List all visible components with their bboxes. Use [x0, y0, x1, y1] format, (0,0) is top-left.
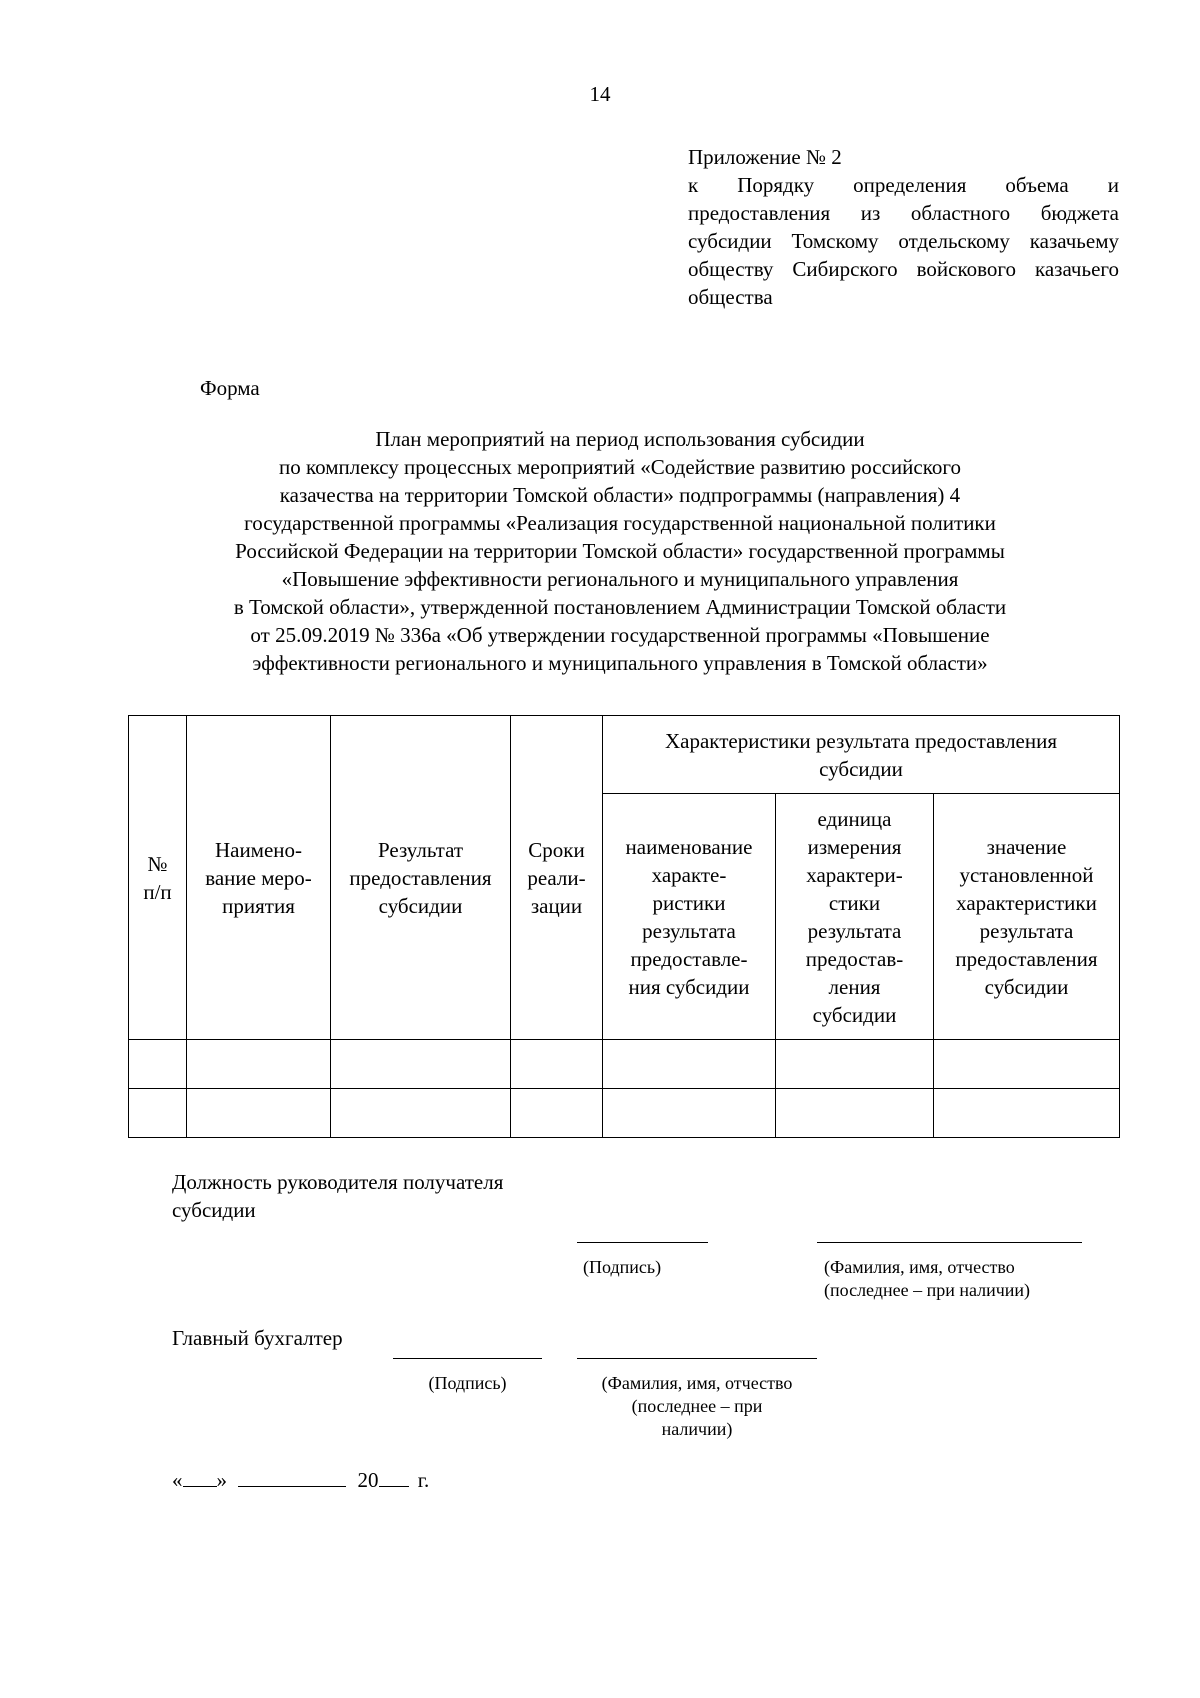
- header-no: № п/п: [129, 716, 187, 1040]
- table-cell[interactable]: [511, 1089, 603, 1138]
- accountant-signature-caption: (Подпись): [428, 1373, 507, 1393]
- table-cell[interactable]: [603, 1089, 776, 1138]
- appendix-block: [688, 143, 1119, 311]
- accountant-name-caption: (Фамилия, имя, отчество (последнее – при наличии): [601, 1373, 793, 1439]
- appendix-title: Приложение № 2: [688, 145, 842, 169]
- table-cell[interactable]: [129, 1089, 187, 1138]
- form-label: Форма: [200, 376, 260, 400]
- header-characteristic-value: значение установленной характеристики результата предоставления субсидии: [934, 794, 1120, 1040]
- plan-title-line: Российской Федерации на территории Томской области» государственной программы: [235, 539, 1005, 563]
- date-open-quote: «: [172, 1468, 183, 1492]
- table-cell[interactable]: [776, 1089, 934, 1138]
- table-cell[interactable]: [187, 1040, 331, 1089]
- table-cell[interactable]: [187, 1089, 331, 1138]
- year-suffix: г.: [417, 1468, 430, 1492]
- plan-table: [128, 715, 1120, 1138]
- header-result: Результат предоставления субсидии: [331, 716, 511, 1040]
- head-signature-caption: (Подпись): [583, 1257, 662, 1277]
- plan-title-line: «Повышение эффективности регионального и муниципального управления: [281, 567, 959, 591]
- plan-title-line: План мероприятий на период использования субсидии: [375, 427, 865, 451]
- header-event-name: Наимено- вание меро- приятия: [187, 716, 331, 1040]
- head-position-label: Должность руководителя получателя субсидии: [172, 1170, 504, 1222]
- table-row: [129, 1089, 1120, 1138]
- plan-title-line: казачества на территории Томской области» подпрограммы (направления) 4: [279, 483, 961, 507]
- header-characteristics-group: Характеристики результата предоставления субсидии: [603, 716, 1120, 794]
- plan-title-line: по комплексу процессных мероприятий «Содействие развитию российского: [279, 455, 961, 479]
- head-signature-line[interactable]: [577, 1242, 708, 1243]
- day-blank[interactable]: [183, 1485, 217, 1487]
- table-row: [129, 1040, 1120, 1089]
- year-blank[interactable]: [379, 1485, 409, 1487]
- table-cell[interactable]: [776, 1040, 934, 1089]
- plan-title: [150, 425, 1090, 677]
- accountant-label: Главный бухгалтер: [172, 1326, 343, 1350]
- table-cell[interactable]: [331, 1089, 511, 1138]
- plan-title-line: от 25.09.2019 № 336а «Об утверждении государственной программы «Повышение: [250, 623, 990, 647]
- plan-title-line: эффективности регионального и муниципального управления в Томской области»: [252, 651, 988, 675]
- date-close-quote: »: [216, 1468, 227, 1492]
- head-name-line[interactable]: [817, 1242, 1082, 1243]
- table-cell[interactable]: [511, 1040, 603, 1089]
- header-term: Сроки реали- зации: [511, 716, 603, 1040]
- head-name-caption: (Фамилия, имя, отчество (последнее – при наличии): [824, 1257, 1031, 1300]
- accountant-signature-line[interactable]: [393, 1358, 542, 1359]
- accountant-name-line[interactable]: [577, 1358, 817, 1359]
- header-characteristic-name: наименование характе- ристики результата предоставле- ния субсидии: [603, 794, 776, 1040]
- header-characteristic-unit: единица измерения характери- стики результата предостав- ления субсидии: [776, 794, 934, 1040]
- appendix-text: к Порядку определения объема и предоставления из областного бюджета субсидии Томскому отдельскому казачьему обществу Сибирского войскового казачьего общества: [688, 173, 1119, 309]
- plan-title-line: в Томской области», утвержденной постановлением Администрации Томской области: [233, 595, 1007, 619]
- month-blank[interactable]: [238, 1485, 346, 1487]
- date-line: [172, 1468, 429, 1493]
- plan-title-line: государственной программы «Реализация государственной национальной политики: [244, 511, 996, 535]
- page-number: 14: [589, 82, 611, 106]
- table-cell[interactable]: [129, 1040, 187, 1089]
- table-cell[interactable]: [603, 1040, 776, 1089]
- year-prefix: 20: [357, 1468, 379, 1492]
- table-cell[interactable]: [934, 1040, 1120, 1089]
- table-cell[interactable]: [331, 1040, 511, 1089]
- table-cell[interactable]: [934, 1089, 1120, 1138]
